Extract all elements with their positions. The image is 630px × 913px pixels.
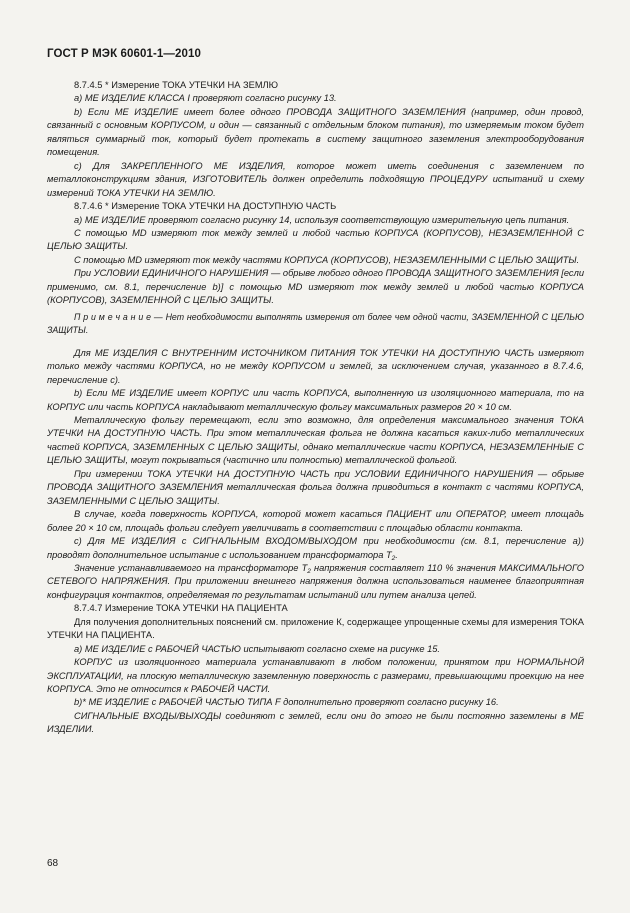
paragraph: КОРПУС из изоляционного материала устанавливают в любом положении, принятом при НОРМАЛЬНОЙ ЭКСПЛУАТАЦИИ, на плоскую металлическую заземленную поверхность с размерами, превышающими проекцию на нее КОРПУСА. Это не относится к РАБОЧЕЙ ЧАСТИ. (47, 657, 584, 695)
paragraph: b) Если МЕ ИЗДЕЛИЕ имеет КОРПУС или часть КОРПУСА, выполненную из изоляционного материала, то на КОРПУС или часть КОРПУСА накладывают металлическую фольгу максимальных размеров 20 × 10 см. (47, 388, 584, 412)
page-number: 68 (47, 858, 59, 869)
paragraph: а) МЕ ИЗДЕЛИЕ проверяют согласно рисунку 14, используя соответствующую измерительную цепь питания. (74, 214, 570, 225)
paragraph: b) Если МЕ ИЗДЕЛИЕ имеет более одного ПРОВОДА ЗАЩИТНОГО ЗАЗЕМЛЕНИЯ (например, один провод, связанный с основным КОРПУСОМ, и один — связанный с отдельным блоком питания), то измеряемым током будет являться суммарный ток, который будет протекать в систему защитного заземления электрооборудования помещения. (47, 106, 584, 158)
subscript: 2 (307, 567, 311, 575)
paragraph: а) МЕ ИЗДЕЛИЕ с РАБОЧЕЙ ЧАСТЬЮ испытывают согласно схеме на рисунке 15. (74, 643, 441, 654)
paragraph: 8.7.4.5 * Измерение ТОКА УТЕЧКИ НА ЗЕМЛЮ (74, 80, 279, 90)
paragraph: С помощью MD измеряют ток между частями КОРПУСА (КОРПУСОВ), НЕЗАЗЕМЛЕННЫМИ С ЦЕЛЬЮ ЗАЩИТЫ. (74, 254, 580, 265)
paragraph: В случае, когда поверхность КОРПУСА, которой может касаться ПАЦИЕНТ или ОПЕРАТОР, имеет площадь более 20 × 10 см, площадь фольги следует увеличивать в соответствии с площадью области контакта. (47, 509, 584, 533)
paragraph: Для получения дополнительных пояснений см. приложение К, содержащее упрощенные схемы для измерения ТОКА УТЕЧКИ НА ПАЦИЕНТА. (47, 616, 584, 641)
paragraph: Для МЕ ИЗДЕЛИЯ С ВНУТРЕННИМ ИСТОЧНИКОМ ПИТАНИЯ ТОК УТЕЧКИ НА ДОСТУПНУЮ ЧАСТЬ измеряют только между частями КОРПУСА, но не между КОРПУСОМ и землей, за исключением случая, указанного в 8.7.4.6, перечисление с). (47, 347, 584, 385)
subscript: 2 (391, 554, 396, 562)
paragraph: b)* МЕ ИЗДЕЛИЕ с РАБОЧЕЙ ЧАСТЬЮ ТИПА F дополнительно проверяют согласно рисунку 16. (74, 697, 499, 708)
paragraph (47, 535, 584, 562)
paragraph: 8.7.4.7 Измерение ТОКА УТЕЧКИ НА ПАЦИЕНТА (74, 603, 288, 614)
paragraph (47, 562, 584, 602)
paragraph: а) МЕ ИЗДЕЛИЕ КЛАССА I проверяют согласно рисунку 13. (74, 93, 337, 104)
paragraph-text: Значение устанавливаемого на трансформаторе T (74, 562, 308, 573)
paragraph-text: c) Для МЕ ИЗДЕЛИЯ с СИГНАЛЬНЫМ ВХОДОМ/ВЫХОДОМ при необходимости (см. 8.1, перечисление а)) проводят дополнительное испытание с использованием трансформатора T (47, 536, 584, 560)
paragraph: С помощью MD измеряют ток между землей и любой частью КОРПУСА (КОРПУСОВ), НЕЗАЗЕМЛЕННОЙ С ЦЕЛЬЮ ЗАЩИТЫ. (47, 227, 584, 252)
paragraph: 8.7.4.6 * Измерение ТОКА УТЕЧКИ НА ДОСТУПНУЮ ЧАСТЬ (74, 201, 337, 212)
paragraph: При измерении ТОКА УТЕЧКИ НА ДОСТУПНУЮ ЧАСТЬ при УСЛОВИИ ЕДИНИЧНОГО НАРУШЕНИЯ — обрыве ПРОВОДА ЗАЩИТНОГО ЗАЗЕМЛЕНИЯ металлическая фольга должна приводиться в контакт с частями КОРПУСА, ЗАЗЕМЛЕННЫМИ С ЦЕЛЬЮ ЗАЩИТЫ. (47, 468, 584, 506)
paragraph-tail: . (395, 549, 398, 560)
note-paragraph: П р и м е ч а н и е — Нет необходимости выполнять измерения от более чем одной части, ЗАЗЕМЛЕННОЙ С ЦЕЛЬЮ ЗАЩИТЫ. (47, 311, 584, 335)
document-header: ГОСТ Р МЭК 60601-1—2010 (47, 48, 201, 60)
paragraph-tail: напряжения составляет 110 % значения МАКСИМАЛЬНОГО СЕТЕВОГО НАПРЯЖЕНИЯ. При приложении внешнего напряжения должна использоваться наименее благоприятная конфигурация контактов, определяемая по результатам испытаний или путем анализа цепей. (47, 562, 584, 600)
document-body (47, 79, 584, 737)
paragraph: При УСЛОВИИ ЕДИНИЧНОГО НАРУШЕНИЯ — обрыве любого одного ПРОВОДА ЗАЩИТНОГО ЗАЗЕМЛЕНИЯ [если применимо, см. 8.1, перечисление b)] с помощью MD измеряют ток между землей и любой частью КОРПУСА (КОРПУСОВ), ЗАЗЕМЛЕННОЙ С ЦЕЛЬЮ ЗАЩИТЫ. (47, 268, 584, 306)
paragraph: Металлическую фольгу перемещают, если это возможно, для определения максимального значения ТОКА УТЕЧКИ НА ДОСТУПНУЮ ЧАСТЬ. При этом металлическая фольга не должна касаться каких-либо металлических частей КОРПУСА, ЗАЗЕМЛЕННЫХ С ЦЕЛЬЮ ЗАЩИТЫ, однако металлические части КОРПУСА, НЕЗАЗЕМЛЕННЫЕ С ЦЕЛЬЮ ЗАЩИТЫ, могут покрываться (частично или полностью) металлической фольгой. (47, 414, 584, 466)
paragraph: c) Для ЗАКРЕПЛЕННОГО МЕ ИЗДЕЛИЯ, которое может иметь соединения с заземлением по металлоконструкциям здания, ИЗГОТОВИТЕЛЬ должен определить подходящую ПРОЦЕДУРУ испытаний и схему измерений ТОКА УТЕЧКИ НА ЗЕМЛЮ. (47, 160, 584, 198)
paragraph: СИГНАЛЬНЫЕ ВХОДЫ/ВЫХОДЫ соединяют с землей, если они до этого не были постоянно заземлены в МЕ ИЗДЕЛИИ. (47, 710, 584, 735)
